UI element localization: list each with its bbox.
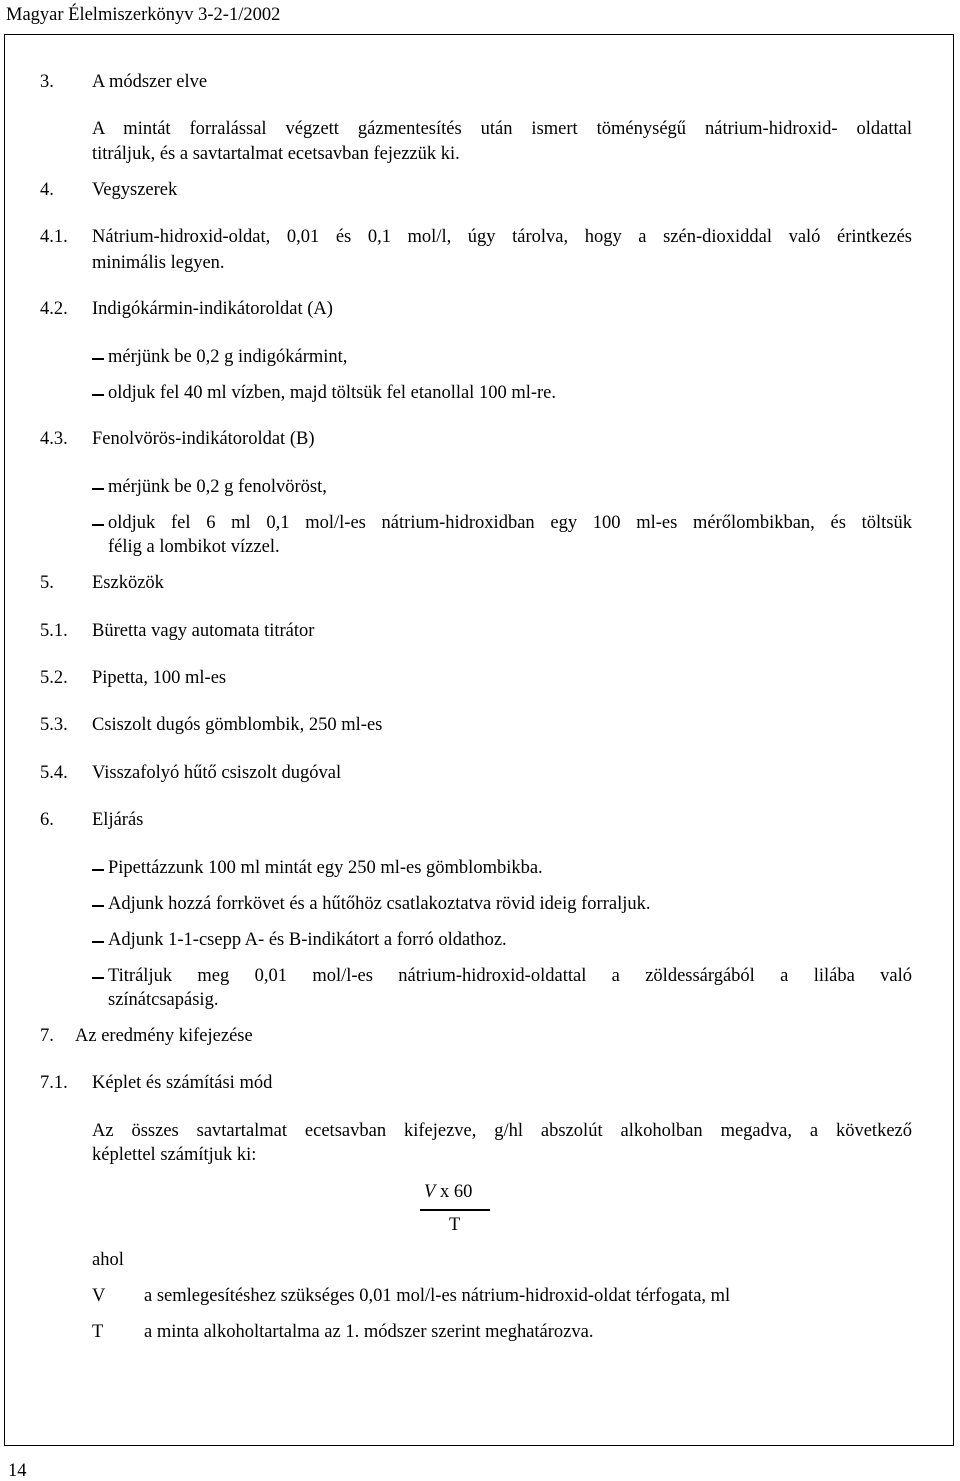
section-3-text-line-1: A mintát forralással végzett gázmentesítés után ismert töménységű nátrium-hidroxid- oldattal	[92, 119, 912, 139]
dash-bullet	[92, 941, 104, 943]
definition-symbol-t: T	[92, 1322, 104, 1342]
section-6-title: Eljárás	[92, 810, 144, 830]
dash-bullet	[92, 488, 104, 490]
formula-multiplier: x 60	[435, 1182, 473, 1202]
section-4-3-step-2-line-2: félig a lombikot vízzel.	[108, 537, 280, 557]
section-6-step-4-line-2: színátcsapásig.	[108, 990, 219, 1010]
section-4-2-number: 4.2.	[40, 299, 68, 319]
definition-symbol-v: V	[92, 1286, 106, 1306]
section-4-number: 4.	[40, 180, 54, 200]
section-5-3-number: 5.3.	[40, 715, 68, 735]
section-4-3-step-1: mérjünk be 0,2 g fenolvöröst,	[108, 477, 327, 497]
section-4-2-title: Indigókármin-indikátoroldat (A)	[92, 299, 333, 319]
section-5-title: Eszközök	[92, 573, 164, 593]
formula-fraction-bar	[420, 1209, 490, 1211]
section-6-step-1: Pipettázzunk 100 ml mintát egy 250 ml-es gömblombikba.	[108, 858, 543, 878]
formula-numerator	[424, 1183, 472, 1202]
section-6-step-4-line-1: Titráljuk meg 0,01 mol/l-es nátrium-hidroxid-oldattal a zöldessárgából a lilába való	[108, 966, 912, 986]
section-6-number: 6.	[40, 810, 54, 830]
section-5-1-text: Büretta vagy automata titrátor	[92, 621, 315, 641]
dash-bullet	[92, 869, 104, 871]
section-5-4-text: Visszafolyó hűtő csiszolt dugóval	[92, 763, 342, 783]
where-label: ahol	[92, 1250, 124, 1270]
formula-denominator: T	[449, 1215, 461, 1235]
section-7-number: 7.	[40, 1026, 54, 1046]
section-4-1-number: 4.1.	[40, 227, 68, 247]
section-4-2-step-2: oldjuk fel 40 ml vízben, majd töltsük fel etanollal 100 ml-re.	[108, 383, 557, 403]
dash-bullet	[92, 394, 104, 396]
section-5-4-number: 5.4.	[40, 763, 68, 783]
section-5-2-text: Pipetta, 100 ml-es	[92, 668, 227, 688]
section-3-title: A módszer elve	[92, 72, 208, 92]
section-6-step-2: Adjunk hozzá forrkövet és a hűtőhöz csatlakoztatva rövid ideig forraljuk.	[108, 894, 651, 914]
section-7-1-text-line-1: Az összes savtartalmat ecetsavban kifejezve, g/hl abszolút alkoholban megadva, a következő	[92, 1121, 912, 1141]
dash-bullet	[92, 358, 104, 360]
section-5-number: 5.	[40, 573, 54, 593]
dash-bullet	[92, 977, 104, 979]
section-7-title: Az eredmény kifejezése	[75, 1026, 253, 1046]
section-4-3-number: 4.3.	[40, 429, 68, 449]
dash-bullet	[92, 905, 104, 907]
definition-text-v: a semlegesítéshez szükséges 0,01 mol/l-es nátrium-hidroxid-oldat térfogata, ml	[144, 1286, 731, 1306]
section-4-2-step-1: mérjünk be 0,2 g indigókármint,	[108, 347, 348, 367]
formula-variable-v: V	[424, 1182, 436, 1202]
section-7-1-title: Képlet és számítási mód	[92, 1073, 273, 1093]
dash-bullet	[92, 524, 104, 526]
definition-text-t: a minta alkoholtartalma az 1. módszer szerint meghatározva.	[144, 1322, 594, 1342]
section-5-3-text: Csiszolt dugós gömblombik, 250 ml-es	[92, 715, 383, 735]
section-5-2-number: 5.2.	[40, 668, 68, 688]
section-7-1-number: 7.1.	[40, 1073, 68, 1093]
page-number: 14	[8, 1461, 27, 1481]
section-4-1-text-line-2: minimális legyen.	[92, 253, 225, 273]
section-3-text-line-2: titráljuk, és a savtartalmat ecetsavban fejezzük ki.	[92, 144, 460, 164]
section-4-3-title: Fenolvörös-indikátoroldat (B)	[92, 429, 315, 449]
section-7-1-text-line-2: képlettel számítjuk ki:	[92, 1145, 257, 1165]
section-3-number: 3.	[40, 72, 54, 92]
section-5-1-number: 5.1.	[40, 621, 68, 641]
document-header: Magyar Élelmiszerkönyv 3-2-1/2002	[6, 5, 281, 25]
section-6-step-3: Adjunk 1-1-csepp A- és B-indikátort a forró oldathoz.	[108, 930, 507, 950]
section-4-3-step-2-line-1: oldjuk fel 6 ml 0,1 mol/l-es nátrium-hidroxidban egy 100 ml-es mérőlombikban, és töltsük	[108, 513, 912, 533]
section-4-1-text-line-1: Nátrium-hidroxid-oldat, 0,01 és 0,1 mol/l, úgy tárolva, hogy a szén-dioxiddal való érintkezés	[92, 227, 912, 247]
section-4-title: Vegyszerek	[92, 180, 178, 200]
